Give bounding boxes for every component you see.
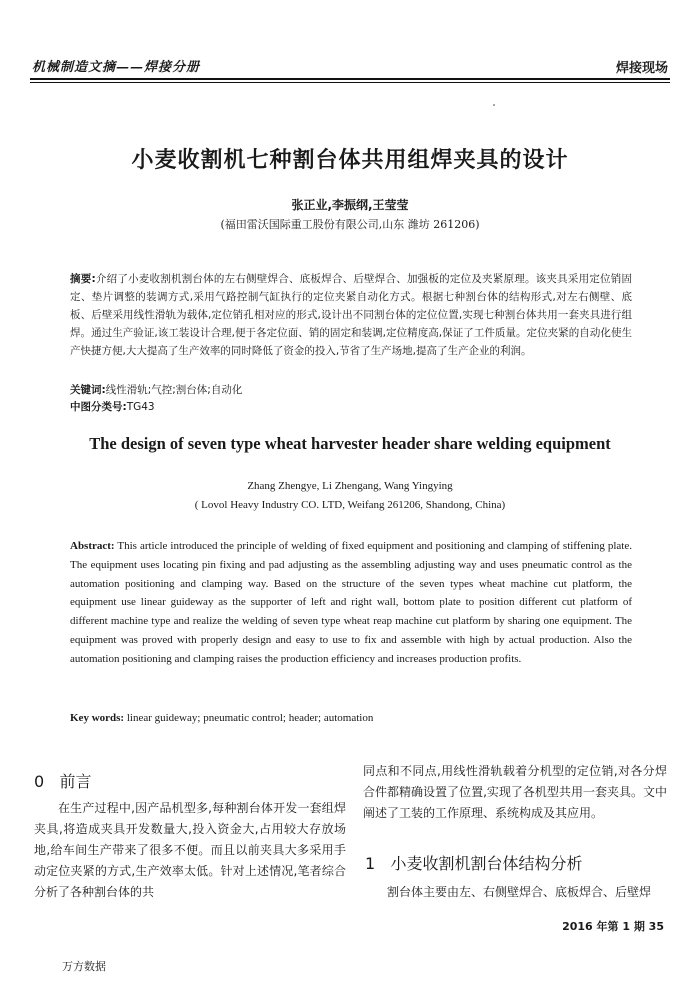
section-0-number: 0 — [34, 772, 45, 791]
section-header: 焊接现场 — [615, 61, 668, 76]
page-info: 2016 年第 1 期 35 — [562, 920, 664, 933]
classification-label-cn: 中图分类号: — [70, 401, 127, 413]
abstract-en — [70, 537, 632, 669]
section-0-heading — [34, 769, 91, 792]
article-title-cn: 小麦收割机七种割台体共用组焊夹具的设计 — [131, 148, 569, 173]
keywords-label-cn: 关键词: — [70, 384, 106, 396]
classification-text-cn: TG43 — [126, 401, 155, 413]
header-rule-thin — [30, 82, 670, 83]
section-1-paragraph: 割台体主要由左、右侧壁焊合、底板焊合、后壁焊 — [387, 885, 652, 899]
section-1-title: 小麦收割机割台体结构分析 — [390, 854, 583, 873]
right-column-paragraph: 同点和不同点,用线性滑轨载着分机型的定位销,对各分焊合件都精确设置了位置,实现了各机型共用一套夹具。文中阐述了工装的工作原理、系统构成及其应用。 — [363, 764, 667, 820]
abstract-text-cn: 介绍了小麦收割机割台体的左右侧壁焊合、底板焊合、后壁焊合、加强板的定位及夹紧原理。该夹具采用定位销固定、垫片调整的装调方式,采用气路控制气缸执行的定位夹紧自动化方式。根据七种割台体的结构形式,对左右侧壁、底板、后壁采用线性滑轨为载体,定位销孔相对应的形式,设计出不同割台体的定位位置,实现七种割台体共用一套夹具进行组焊。通过生产验证,该工装设计合理,便于各定位面、销的固定和装调,定位精度高,保证了工件质量。定位夹紧的自动化使生产快捷方便,大大提高了生产效率的同时降低了资金的投入,节省了生产场地,提高了生产企业的利润。 — [70, 273, 632, 357]
section-1-heading — [365, 851, 582, 874]
article-title-en: The design of seven type wheat harvester header share welding equipment — [89, 434, 611, 453]
abstract-text-en: This article introduced the principle of welding of fixed equipment and positioning and clamping of stiffening plate. The equipment uses locating pin fixing and pad adjusting as the assembling adjusting way and uses pneumatic control as the automation positioning and clamping way. Based on the structure of the seven types wheat machine cut platform, the equipment use linear guideway as the supporter of left and right wall, bottom plate to position different cut platform of different machine type and realize the welding of seven type wheat reap machine cut platform by sharing one equipment. The equipment was proved with properly design and easy to use to fix and assemble with high by actual production. Also the automation positioning and clamping raises the production efficiency and increases production profits. — [70, 540, 632, 665]
section-1-number: 1 — [365, 854, 376, 873]
authors-cn: 张正业,李振纲,王莹莹 — [291, 198, 409, 212]
authors-en: Zhang Zhengye, Li Zhengang, Wang Yingying — [247, 480, 453, 492]
classification-cn — [70, 399, 155, 414]
abstract-cn — [70, 270, 632, 360]
header-rule — [30, 78, 670, 80]
section-0-title: 前言 — [59, 772, 92, 791]
journal-header: 机械制造文摘——焊接分册 — [32, 60, 201, 75]
keywords-en — [70, 712, 373, 724]
keywords-cn — [70, 382, 242, 397]
abstract-label-en: Abstract: — [70, 540, 115, 552]
keywords-text-en: linear guideway; pneumatic control; header; automation — [126, 712, 374, 724]
section-0-paragraph: 在生产过程中,因产品机型多,每种割台体开发一套组焊夹具,将造成夹具开发数量大,投入资金大,占用较大存放场地,给车间生产带来了很多不便。而且以前夹具大多采用手动定位夹紧的方式,生产效率太低。针对上述情况,笔者综合分析了各种割台体的共 — [34, 801, 346, 899]
affiliation-en: ( Lovol Heavy Industry CO. LTD, Weifang 261206, Shandong, China) — [194, 499, 506, 511]
watermark-text: 万方数据 — [62, 960, 106, 973]
affiliation-cn: (福田雷沃国际重工股份有限公司,山东 潍坊 261206) — [220, 218, 480, 231]
abstract-label-cn: 摘要: — [70, 273, 96, 285]
keywords-text-cn: 线性滑轨;气控;割台体;自动化 — [105, 384, 243, 396]
keywords-label-en: Key words: — [70, 712, 125, 724]
speck — [493, 104, 495, 106]
